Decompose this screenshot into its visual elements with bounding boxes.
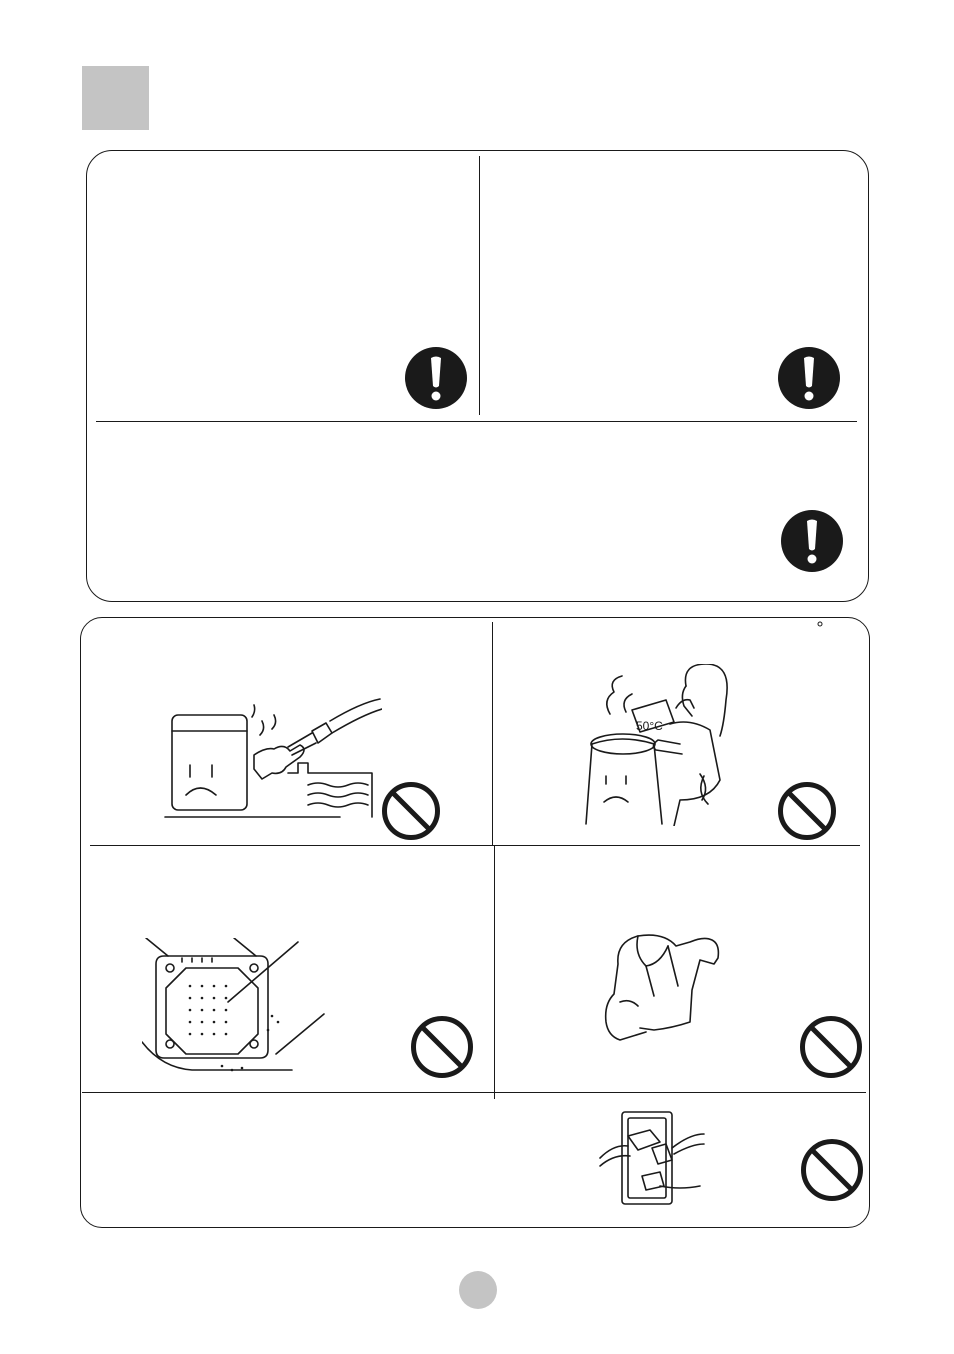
overloaded-socket-illustration [598,1108,706,1208]
prohibition-icon [381,781,441,841]
prohibition-icon [410,1015,474,1079]
raincoat-illustration [602,930,728,1045]
section-header-marker [82,66,149,130]
prohibition-divider-vertical-1 [492,622,493,845]
mandatory-panel-divider-vertical [479,156,480,415]
machine-base-vents-illustration [142,938,327,1078]
woman-pouring-hot-water-illustration [582,664,730,826]
prohibition-icon [799,1015,863,1079]
exclamation-mandatory-icon [404,346,468,410]
exclamation-mandatory-icon [777,346,841,410]
prohibition-icon [777,781,837,841]
hot-water-temperature-label: 50°C [636,719,663,733]
prohibition-icon [800,1138,864,1202]
prohibition-divider-vertical-2 [494,846,495,1099]
prohibition-divider-horizontal-1 [90,845,860,846]
mandatory-panel [86,150,869,602]
mandatory-panel-divider-horizontal [96,421,857,422]
page-number-marker [459,1271,497,1309]
small-degree-mark [817,621,823,627]
exclamation-mandatory-icon [780,509,844,573]
prohibition-divider-horizontal-2 [82,1092,866,1093]
washer-sprayed-with-hose-illustration [160,695,382,820]
